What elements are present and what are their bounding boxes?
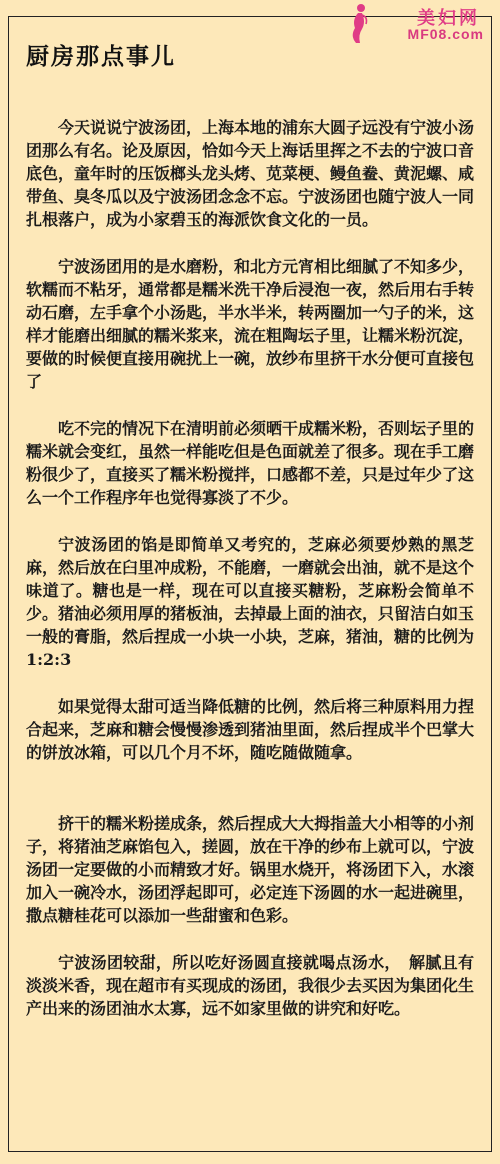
paragraph: 宁波汤团用的是水磨粉，和北方元宵相比细腻了不知多少，软糯而不粘牙，通常都是糯米洗干净后浸泡一夜，然后用右手转动石磨，左手拿个小汤匙，半水半米，转两圈加一勺子的米，这样才能磨出细腻的糯米浆来，流在粗陶坛子里，让糯米粉沉淀，要做的时候便直接用碗扰上一碗，放纱布里挤干水分便可直接包了 (26, 257, 475, 391)
article-title: 厨房那点事儿 (26, 44, 176, 70)
paragraph: 宁波汤团较甜，所以吃好汤圆直接就喝点汤水， 解腻且有淡淡米香，现在超市有买现成的汤团，我很少去买因为集团化生产出来的汤团油水太寡，远不如家里做的讲究和好吃。 (26, 953, 475, 1018)
paragraph: 吃不完的情况下在清明前必须晒干成糯米粉，否则坛子里的糯米就会变红，虽然一样能吃但是色面就差了很多。现在手工磨粉很少了，直接买了糯米粉搅拌，口感都不差，只是过年少了这么一个工作程序年也觉得寡淡了不少。 (26, 419, 475, 507)
site-logo[interactable] (319, 2, 494, 48)
paragraph: 今天说说宁波汤团，上海本地的浦东大圆子远没有宁波小汤团那么有名。论及原因，恰如今天上海话里挥之不去的宁波口音底色，童年时的压饭榔头龙头烤、苋菜梗、鳗鱼鲞、黄泥螺、咸带鱼、臭冬瓜以及宁波汤团念念不忘。宁波汤团也随宁波人一同扎根落户，成为小家碧玉的海派饮食文化的一员。 (26, 118, 475, 229)
paragraph: 宁波汤团的馅是即简单又考究的，芝麻必须要炒熟的黑芝麻，然后放在臼里冲成粉，不能磨，一磨就会出油，就不是这个味道了。糖也是一样，现在可以直接买糖粉，芝麻粉会简单不少。猪油必须用厚的猪板油，去掉最上面的油衣，只留洁白如玉一般的膏脂，然后捏成一小块一小块，芝麻，猪油，糖的比例为1:2:3 (26, 535, 475, 669)
site-logo-url: MF08.com (407, 26, 484, 42)
paragraph: 如果觉得太甜可适当降低糖的比例，然后将三种原料用力捏合起来，芝麻和糖会慢慢渗透到猪油里面，然后捏成半个巴掌大的饼放冰箱，可以几个月不坏，随吃随做随拿。 (26, 697, 475, 762)
paragraph: 挤干的糯米粉搓成条，然后捏成大大拇指盖大小相等的小剂子，将猪油芝麻馅包入，搓圆，放在干净的纱布上就可以，宁波汤团一定要做的小而精致才好。锅里水烧开，将汤团下入，水滚加入一碗冷水，汤团浮起即可，必定连下汤圆的水一起进碗里，撒点糖桂花可以添加一些甜蜜和色彩。 (26, 814, 475, 925)
site-logo-text: 美妇网 (417, 8, 480, 29)
article-body (26, 116, 474, 1020)
woman-silhouette-icon (346, 2, 372, 44)
